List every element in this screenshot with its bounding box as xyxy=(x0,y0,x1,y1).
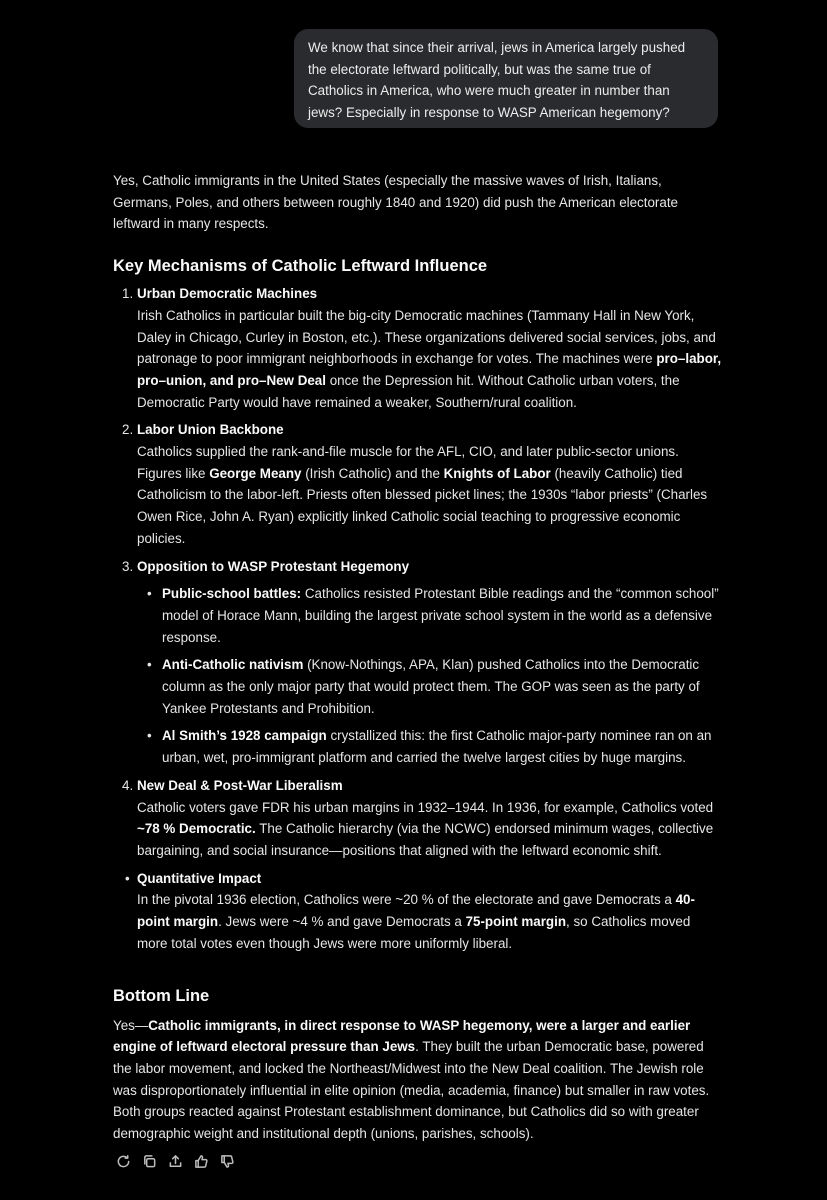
sub-list-item: • Public-school battles: Catholics resisted Protestant Bible readings and the “common school” model of Horace Mann, building the largest private school system in the world as a defensive response. xyxy=(147,586,719,645)
list-item-title: Opposition to WASP Protestant Hegemony xyxy=(137,558,410,574)
list-item: 2. Labor Union Backbone Catholics supplied the rank-and-file muscle for the AFL, CIO, and later public-sector unions. Figures like George Meany (Irish Catholic) and the Knights of Labor (heavily Catholic) tied Catholicism to the labor-left. Priests often blessed picket lines; the 1930s “labor priests” (Charles Owen Rice, John A. Ryan) explicitly linked Catholic social teaching to progressive economic policies. xyxy=(113,419,723,549)
mechanisms-list xyxy=(113,283,723,862)
thumbs-down-icon[interactable] xyxy=(217,1151,237,1171)
list-item: 3. Opposition to WASP Protestant Hegemony • Public-school battles: Catholics resisted Protestant Bible readings and the “common school” model of Horace Mann, building the largest private school system in the world as a defensive response. • Anti-Catholic nativism (Know-Nothings, APA, Klan) pushed Catholics into the Democratic column as the only major party that would protect them. The GOP was seen as the party of Yankee Protestants and Prohibition. • Al Smith’s 1928 campaign crystallized this: the first Catholic major-party nominee ran on an urban, wet, pro-immigrant platform and carried the twelve largest cities by huge margins. xyxy=(113,556,723,769)
list-item-title: Quantitative Impact xyxy=(137,870,262,886)
copy-icon[interactable] xyxy=(139,1151,159,1171)
user-message-text: We know that since their arrival, jews in America largely pushed the electorate leftward politically, but was the same true of Catholics in America, who were much greater in number than jews? Especially in response to WASP American hegemony? xyxy=(308,40,686,120)
list-item: 4. New Deal & Post-War Liberalism Catholic voters gave FDR his urban margins in 1932–1944. In 1936, for example, Catholics voted ~78 % Democratic. The Catholic hierarchy (via the NCWC) endorsed minimum wages, collective bargaining, and social insurance—positions that aligned with the leftward economic shift. xyxy=(113,775,723,862)
assistant-answer xyxy=(113,170,723,1145)
bottom-line-heading: Bottom Line xyxy=(113,986,210,1005)
user-message-bubble xyxy=(294,29,718,128)
sub-list-item: • Al Smith’s 1928 campaign crystallized this: the first Catholic major-party nominee ran on an urban, wet, pro-immigrant platform and carried the twelve largest cities by huge margins. xyxy=(147,728,712,766)
list-item-title: Labor Union Backbone xyxy=(137,422,284,438)
quantitative-impact-item: • Quantitative Impact In the pivotal 1936 election, Catholics were ~20 % of the electorate and gave Democrats a 40-point margin. Jews were ~4 % and gave Democrats a 75-point margin, so Catholics moved more total votes even though Jews were more uniformly liberal. xyxy=(113,868,723,955)
sub-list xyxy=(137,583,723,769)
bottom-line-text: Yes—Catholic immigrants, in direct response to WASP hegemony, were a larger and earlier engine of leftward electoral pressure than Jews. They built the urban Democratic base, powered the labor movement, and locked the Northeast/Midwest into the New Deal coalition. The Jewish role was disproportionately influential in elite opinion (media, academia, finance) but smaller in raw votes. Both groups reacted against Protestant establishment dominance, but Catholics did so with greater demographic weight and institutional depth (unions, parishes, schools). xyxy=(113,1017,710,1142)
mechanisms-heading: Key Mechanisms of Catholic Leftward Influence xyxy=(113,257,488,276)
regenerate-icon[interactable] xyxy=(113,1151,133,1171)
list-item: 1. Urban Democratic Machines Irish Catholics in particular built the big-city Democratic machines (Tammany Hall in New York, Daley in Chicago, Curley in Boston, etc.). These organizations delivered social services, jobs, and patronage to poor immigrant neighborhoods in exchange for votes. The machines were pro–labor, pro–union, and pro–New Deal once the Depression hit. Without Catholic urban voters, the Democratic Party would have remained a weaker, Southern/rural coalition. xyxy=(113,283,723,413)
list-item-title: New Deal & Post-War Liberalism xyxy=(137,777,343,793)
sub-list-item: • Anti-Catholic nativism (Know-Nothings, APA, Klan) pushed Catholics into the Democratic column as the only major party that would protect them. The GOP was seen as the party of Yankee Protestants and Prohibition. xyxy=(147,657,700,716)
thumbs-up-icon[interactable] xyxy=(191,1151,211,1171)
list-item-title: Urban Democratic Machines xyxy=(137,286,318,302)
answer-intro: Yes, Catholic immigrants in the United States (especially the massive waves of Irish, Italians, Germans, Poles, and others between roughly 1840 and 1920) did push the American electorate leftward in many respects. xyxy=(113,173,678,232)
share-icon[interactable] xyxy=(165,1151,185,1171)
message-actions xyxy=(113,1151,237,1171)
